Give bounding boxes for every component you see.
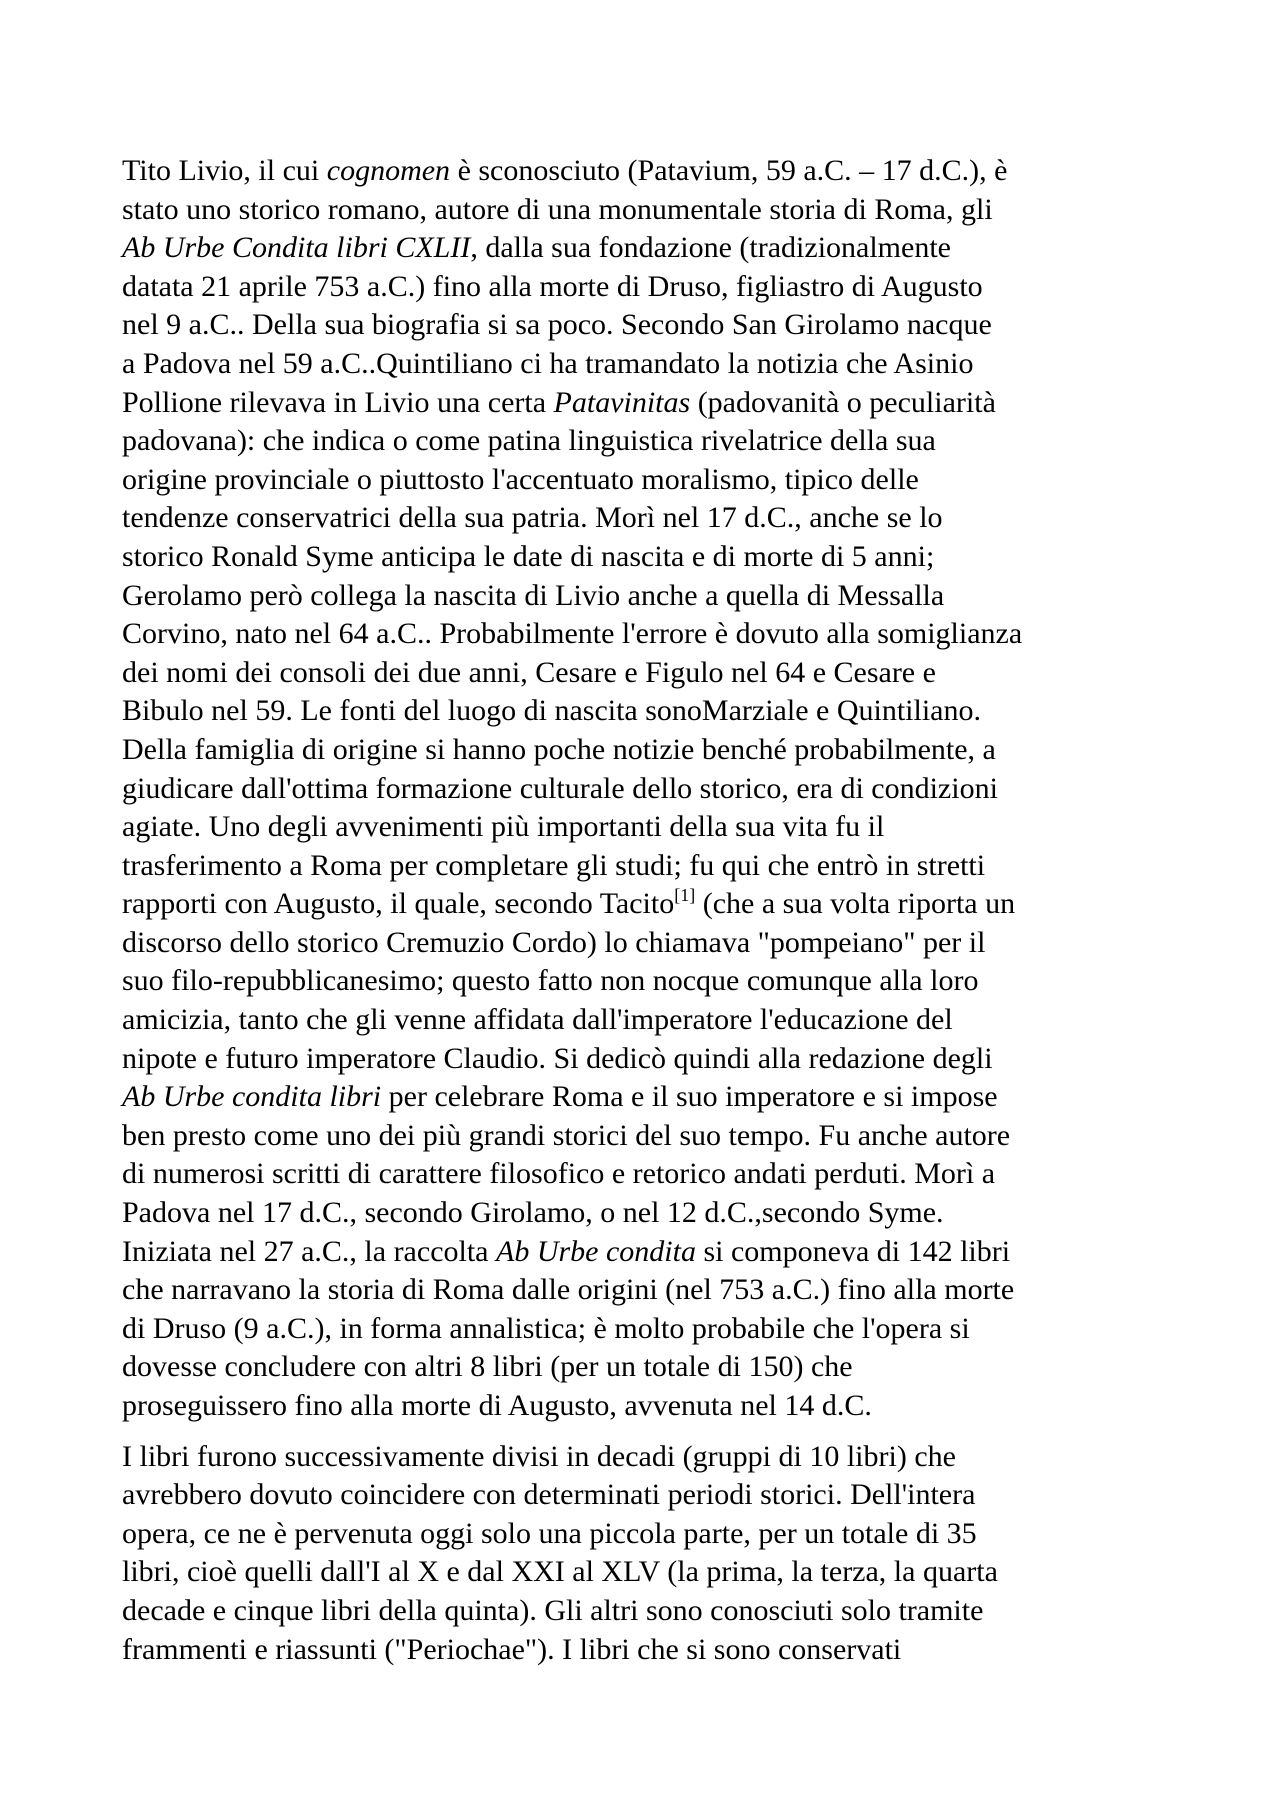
text-segment: stato uno storico romano, autore di una monumentale storia di Roma, gli — [122, 192, 993, 226]
text-line — [122, 808, 1182, 847]
text-segment: per celebrare Roma e il suo imperatore e si impose — [381, 1080, 998, 1114]
text-line — [122, 1078, 1182, 1117]
text-segment: ben presto come uno dei più grandi storici del suo tempo. Fu anche autore — [122, 1118, 1011, 1152]
footnote-reference[interactable]: [1] — [674, 885, 696, 906]
text-line — [122, 152, 1182, 191]
italic-text: Ab Urbe condita — [496, 1234, 696, 1268]
text-segment: nel 9 a.C.. Della sua biografia si sa poco. Secondo San Girolamo nacque — [122, 308, 992, 342]
text-line — [122, 1271, 1182, 1310]
text-line — [122, 1233, 1182, 1272]
text-segment: avrebbero dovuto coincidere con determinati periodi storici. Dell'intera — [122, 1478, 976, 1512]
text-segment: frammenti e riassunti ("Periochae"). I libri che si sono conservati — [122, 1632, 902, 1666]
text-segment: (che a sua volta riporta un — [695, 887, 1016, 921]
document-body — [122, 152, 1182, 1669]
text-segment: (padovanità o peculiarità — [690, 385, 996, 419]
text-segment: dei nomi dei consoli dei due anni, Cesare e Figulo nel 64 e Cesare e — [122, 655, 936, 689]
text-line — [122, 1155, 1182, 1194]
text-segment: proseguissero fino alla morte di Augusto, avvenuta nel 14 d.C. — [122, 1389, 872, 1422]
text-segment: trasferimento a Roma per completare gli studi; fu qui che entrò in stretti — [122, 848, 986, 882]
text-line — [122, 1592, 1182, 1631]
text-segment: agiate. Uno degli avvenimenti più importanti della sua vita fu il — [122, 810, 885, 844]
text-line — [122, 615, 1182, 654]
text-line — [122, 1001, 1182, 1040]
text-segment: opera, ce ne è pervenuta oggi solo una piccola parte, per un totale di 35 — [122, 1516, 977, 1550]
text-segment: Corvino, nato nel 64 a.C.. Probabilmente l'errore è dovuto alla somiglianza — [122, 617, 1023, 651]
italic-text: Ab Urbe condita libri — [122, 1080, 382, 1114]
text-segment: Padova nel 17 d.C., secondo Girolamo, o nel 12 d.C.,secondo Syme. — [122, 1196, 944, 1230]
text-segment: che narravano la storia di Roma dalle origini (nel 753 a.C.) fino alla morte — [122, 1273, 1015, 1307]
text-line — [122, 1476, 1182, 1515]
italic-text: cognomen — [326, 154, 451, 187]
text-segment: suo filo-repubblicanesimo; questo fatto non nocque comunque alla loro — [122, 964, 979, 998]
text-segment: nipote e futuro imperatore Claudio. Si dedicò quindi alla redazione degli — [122, 1041, 993, 1075]
text-line — [122, 885, 1182, 924]
text-line — [122, 770, 1182, 809]
text-line — [122, 924, 1182, 963]
text-line — [122, 191, 1182, 230]
text-line — [122, 1553, 1182, 1592]
text-line — [122, 229, 1182, 268]
text-line — [122, 1387, 1182, 1426]
text-line — [122, 1310, 1182, 1349]
text-line — [122, 306, 1182, 345]
text-line — [122, 384, 1182, 423]
text-line — [122, 461, 1182, 500]
text-segment: libri, cioè quelli dall'I al X e dal XXI al XLV (la prima, la terza, la quarta — [122, 1555, 998, 1589]
text-line — [122, 345, 1182, 384]
text-segment: giudicare dall'ottima formazione culturale dello storico, era di condizioni — [122, 771, 998, 805]
text-line — [122, 538, 1182, 577]
text-segment: I libri furono successivamente divisi in decadi (gruppi di 10 libri) che — [122, 1439, 956, 1473]
paragraph — [122, 152, 1182, 1426]
italic-text: Ab Urbe Condita libri CXLII — [122, 231, 471, 265]
text-segment: amicizia, tanto che gli venne affidata dall'imperatore l'educazione del — [122, 1003, 953, 1037]
text-line — [122, 1438, 1182, 1477]
text-line — [122, 1194, 1182, 1233]
text-segment: storico Ronald Syme anticipa le date di nascita e di morte di 5 anni; — [122, 539, 935, 573]
text-line — [122, 499, 1182, 538]
text-segment: rapporti con Augusto, il quale, secondo Tacito — [122, 887, 675, 921]
text-segment: Iniziata nel 27 a.C., la raccolta — [122, 1234, 496, 1268]
text-segment: dovesse concludere con altri 8 libri (per un totale di 150) che — [122, 1350, 853, 1384]
text-line — [122, 692, 1182, 731]
text-line — [122, 1631, 1182, 1670]
text-line — [122, 268, 1182, 307]
text-segment: origine provinciale o piuttosto l'accentuato moralismo, tipico delle — [122, 462, 919, 496]
text-segment: Della famiglia di origine si hanno poche notizie benché probabilmente, a — [122, 732, 996, 766]
text-line — [122, 654, 1182, 693]
text-line — [122, 731, 1182, 770]
paragraph — [122, 1438, 1182, 1670]
text-segment: Pollione rilevava in Livio una certa — [122, 385, 554, 419]
text-segment: padovana): che indica o come patina linguistica rivelatrice della sua — [122, 424, 936, 458]
text-segment: di Druso (9 a.C.), in forma annalistica; è molto probabile che l'opera si — [122, 1311, 970, 1345]
text-segment: decade e cinque libri della quinta). Gli altri sono conosciuti solo tramite — [122, 1593, 984, 1627]
text-segment: Gerolamo però collega la nascita di Livio anche a quella di Messalla — [122, 578, 945, 612]
text-line — [122, 1348, 1182, 1387]
text-segment: si componeva di 142 libri — [695, 1234, 1011, 1268]
text-line — [122, 577, 1182, 616]
text-segment: Bibulo nel 59. Le fonti del luogo di nascita sonoMarziale e Quintiliano. — [122, 694, 981, 728]
text-segment: Tito Livio, il cui — [122, 154, 327, 187]
text-segment: tendenze conservatrici della sua patria. Morì nel 17 d.C., anche se lo — [122, 501, 943, 535]
text-line — [122, 1515, 1182, 1554]
text-segment: discorso dello storico Cremuzio Cordo) lo chiamava "pompeiano" per il — [122, 925, 986, 959]
text-line — [122, 422, 1182, 461]
text-segment: , dalla sua fondazione (tradizionalmente — [470, 231, 951, 265]
text-segment: a Padova nel 59 a.C..Quintiliano ci ha tramandato la notizia che Asinio — [122, 346, 974, 380]
text-segment: è sconosciuto (Patavium, 59 a.C. – 17 d.C.), è — [450, 154, 1008, 187]
text-line — [122, 962, 1182, 1001]
text-segment: datata 21 aprile 753 a.C.) fino alla morte di Druso, figliastro di Augusto — [122, 269, 983, 303]
text-segment: di numerosi scritti di carattere filosofico e retorico andati perduti. Morì a — [122, 1157, 996, 1191]
italic-text: Patavinitas — [553, 385, 691, 419]
text-line — [122, 847, 1182, 886]
text-line — [122, 1117, 1182, 1156]
text-line — [122, 1040, 1182, 1079]
